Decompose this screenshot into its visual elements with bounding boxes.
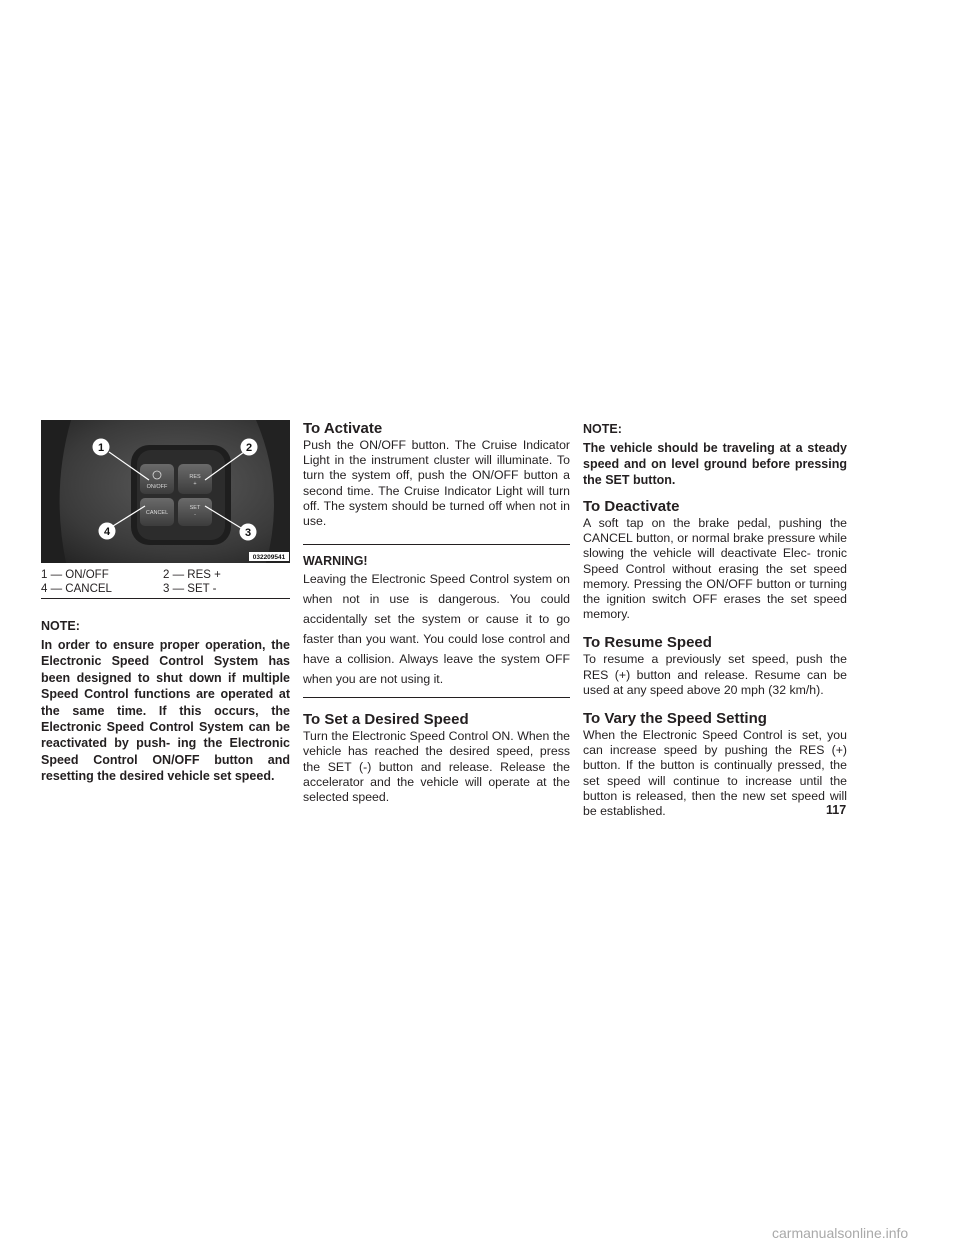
note-text: The vehicle should be traveling at a steady speed and on level ground before pressing the SET button.: [583, 441, 847, 487]
section-heading-vary: To Vary the Speed Setting: [583, 710, 767, 728]
activate-text: Push the ON/OFF button. The Cruise Indicator Light in the instrument cluster will illuminate. To turn the system off, push the ON/OFF button a second time. The Cruise Indicator Light will turn off. The system should be turned off when not in use.: [303, 438, 570, 529]
legend-item-2: 2 — RES +: [163, 569, 221, 581]
deactivate-text: A soft tap on the brake pedal, pushing the CANCEL button, or normal brake pressure while slowing the vehicle will deactivate Elec- tronic Speed Control without erasing the set speed memory. Pressing the ON/OFF button or turning the ignition switch OFF erases the set speed memory.: [583, 516, 847, 622]
figure-legend: [41, 569, 290, 599]
warning-text: Leaving the Electronic Speed Control system on when not in use is dangerous. You could accidentally set the system or cause it to go faster than you want. You could lose control and have a collision. Always leave the system OFF when you are not using it.: [303, 572, 570, 687]
cancel-label: CANCEL: [145, 510, 169, 516]
legend-item-3: 3 — SET -: [163, 582, 217, 595]
section-heading-deactivate: To Deactivate: [583, 498, 680, 515]
legend-item-1: 1 — ON/OFF: [41, 569, 109, 581]
legend-item-4: 4 — CANCEL: [41, 582, 112, 595]
speed-control-photo: [41, 420, 290, 563]
note-label: NOTE:: [583, 422, 622, 436]
set-speed-text: Turn the Electronic Speed Control ON. When the vehicle has reached the desired speed, press the SET (-) button and release. Release the accelerator and the vehicle will operate at the selected speed.: [303, 729, 570, 805]
callout-4-number: 4: [103, 526, 111, 538]
set-symbol: -: [194, 512, 196, 518]
note-label: NOTE:: [41, 619, 80, 633]
note-text: In order to ensure proper operation, the Electronic Speed Control System has been designed to shut down if multiple Speed Control functions are operated at the same time. If this occurs, the Electronic Speed Control System can be reactivated by push- ing the Electronic Speed Control ON/OFF button and resetting the desired vehicle set speed.: [41, 638, 290, 784]
vary-text: When the Electronic Speed Control is set, you can increase speed by pushing the RES (+) button. If the button is continually pressed, the set speed will continue to increase until the button is released, then the new set speed will be established.: [583, 728, 847, 819]
left-column: [41, 420, 290, 785]
res-symbol: +: [193, 481, 197, 487]
callout-2-number: 2: [245, 442, 253, 454]
warning-title: WARNING!: [303, 554, 368, 569]
figure-code: 032209541: [252, 554, 286, 561]
section-heading-activate: To Activate: [303, 420, 383, 437]
section-heading-resume: To Resume Speed: [583, 634, 712, 652]
callout-3-number: 3: [244, 527, 252, 539]
right-column: [583, 420, 847, 819]
middle-column: [303, 420, 570, 805]
page-number: 117: [826, 803, 847, 817]
steering-wheel-buttons-illustration: [41, 420, 290, 563]
on-off-label: ON/OFF: [146, 484, 168, 490]
set-label: SET: [189, 505, 201, 511]
callout-1-number: 1: [97, 442, 105, 454]
warning-box: [303, 544, 570, 698]
watermark-link[interactable]: carmanualsonline.info: [772, 1225, 909, 1241]
resume-text: To resume a previously set speed, push the RES (+) button and release. Resume can be used at any speed above 20 mph (32 km/h).: [583, 652, 847, 697]
section-heading-set-speed: To Set a Desired Speed: [303, 711, 469, 729]
res-label: RES: [189, 474, 201, 480]
